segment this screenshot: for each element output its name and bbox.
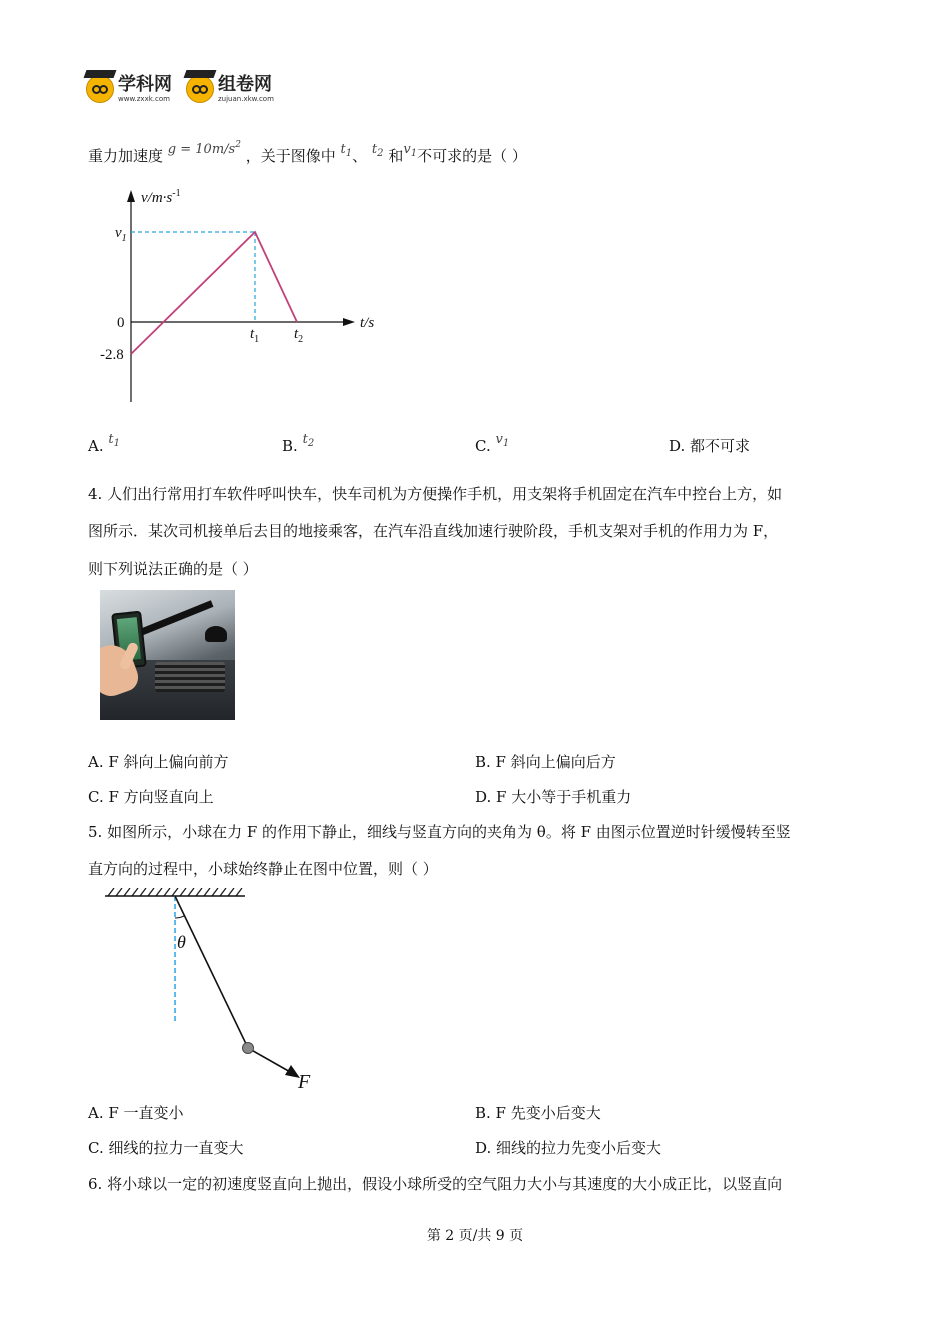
logo-xuekewang (86, 75, 172, 103)
q4-option-a[interactable]: A. F 斜向上偏向前方 (88, 753, 229, 771)
q3-option-c[interactable]: C. $v_1$ (475, 432, 510, 455)
x-axis-label: t/s (360, 315, 375, 331)
v1-symbol: $v_1$ (403, 142, 418, 159)
logo-name: 学科网 (118, 73, 172, 95)
logo-zujuanwang (186, 75, 274, 103)
velocity-series-line (131, 232, 297, 354)
ball (243, 1043, 254, 1054)
q5-option-d[interactable]: D. 细线的拉力先变小后变大 (475, 1139, 662, 1157)
force-arrow-line (248, 1048, 292, 1073)
mascot-icon (186, 75, 214, 103)
q4-option-b[interactable]: B. F 斜向上偏向后方 (475, 753, 616, 771)
y-axis-arrow-icon (127, 190, 135, 202)
force-label: F (298, 1071, 311, 1093)
theta-label: θ (177, 932, 186, 952)
q5-stem-line-2: 直方向的过程中，小球始终静止在图中位置，则（ ） (88, 860, 438, 878)
t2-symbol: $t_2$ (371, 142, 384, 159)
mascot-icon (86, 75, 114, 103)
string-line (175, 896, 248, 1048)
logo-url: zujuan.xkw.com (218, 94, 274, 103)
pendulum-diagram (100, 888, 330, 1098)
q5-option-a[interactable]: A. F 一直变小 (88, 1104, 184, 1122)
t1-symbol: $t_1$ (340, 142, 353, 159)
logo-name: 组卷网 (218, 73, 272, 95)
vt-graph (95, 180, 395, 410)
q4-stem-line-1: 4. 人们出行常用打车软件呼叫快车，快车司机为方便操作手机，用支架将手机固定在汽车中控台上方，如 (88, 485, 783, 503)
neg-tick-label: -2.8 (100, 347, 124, 363)
q6-stem-line-1: 6. 将小球以一定的初速度竖直向上抛出，假设小球所受的空气阻力大小与其速度的大小成正比，以竖直向 (88, 1175, 783, 1193)
q3-text: 重力加速度 (88, 147, 164, 165)
q5-option-b[interactable]: B. F 先变小后变大 (475, 1104, 601, 1122)
q3-option-d[interactable]: D. 都不可求 (669, 437, 751, 455)
y-axis-label: $v/m\cdot s^{-1}$ (141, 188, 181, 206)
phone-holder-photo (100, 590, 235, 720)
q5-option-c[interactable]: C. 细线的拉力一直变大 (88, 1139, 244, 1157)
x-axis-arrow-icon (343, 318, 355, 326)
q3-text: 不可求的是（ ） (417, 147, 527, 165)
angle-arc (175, 916, 184, 918)
q4-stem-line-3: 则下列说法正确的是（ ） (88, 560, 258, 578)
header-logos (86, 72, 274, 106)
q5-stem-line-1: 5. 如图所示，小球在力 F 的作用下静止，细线与竖直方向的夹角为 θ。将 F 由图示位置逆时针缓慢转至竖 (88, 823, 791, 841)
t2-tick-label: $t_2$ (294, 326, 304, 345)
gravity-expression: $g = 10m/s^2$ (167, 140, 241, 157)
v1-tick-label: $v_1$ (115, 225, 127, 244)
ceiling-hatch (108, 888, 242, 896)
logo-url: www.zxxk.com (118, 94, 170, 103)
page-number: 第 2 页/共 9 页 (426, 1228, 524, 1244)
t1-tick-label: $t_1$ (250, 326, 260, 345)
q3-stem-line: 重力加速度 $g = 10m/s^2$ ，关于图像中 $t_1$、 $t_2$ 和$v_1$不可求的是（ ） (88, 140, 527, 165)
q3-option-b[interactable]: B. $t_2$ (282, 432, 315, 455)
zero-tick-label: 0 (117, 315, 125, 331)
q4-option-d[interactable]: D. F 大小等于手机重力 (475, 788, 632, 806)
q3-text: ，关于图像中 (245, 147, 336, 165)
q4-stem-line-2: 图所示．某次司机接单后去目的地接乘客，在汽车沿直线加速行驶阶段，手机支架对手机的作用力为 F， (88, 522, 779, 540)
q3-option-a[interactable]: A. $t_1$ (88, 432, 120, 455)
q4-option-c[interactable]: C. F 方向竖直向上 (88, 788, 214, 806)
